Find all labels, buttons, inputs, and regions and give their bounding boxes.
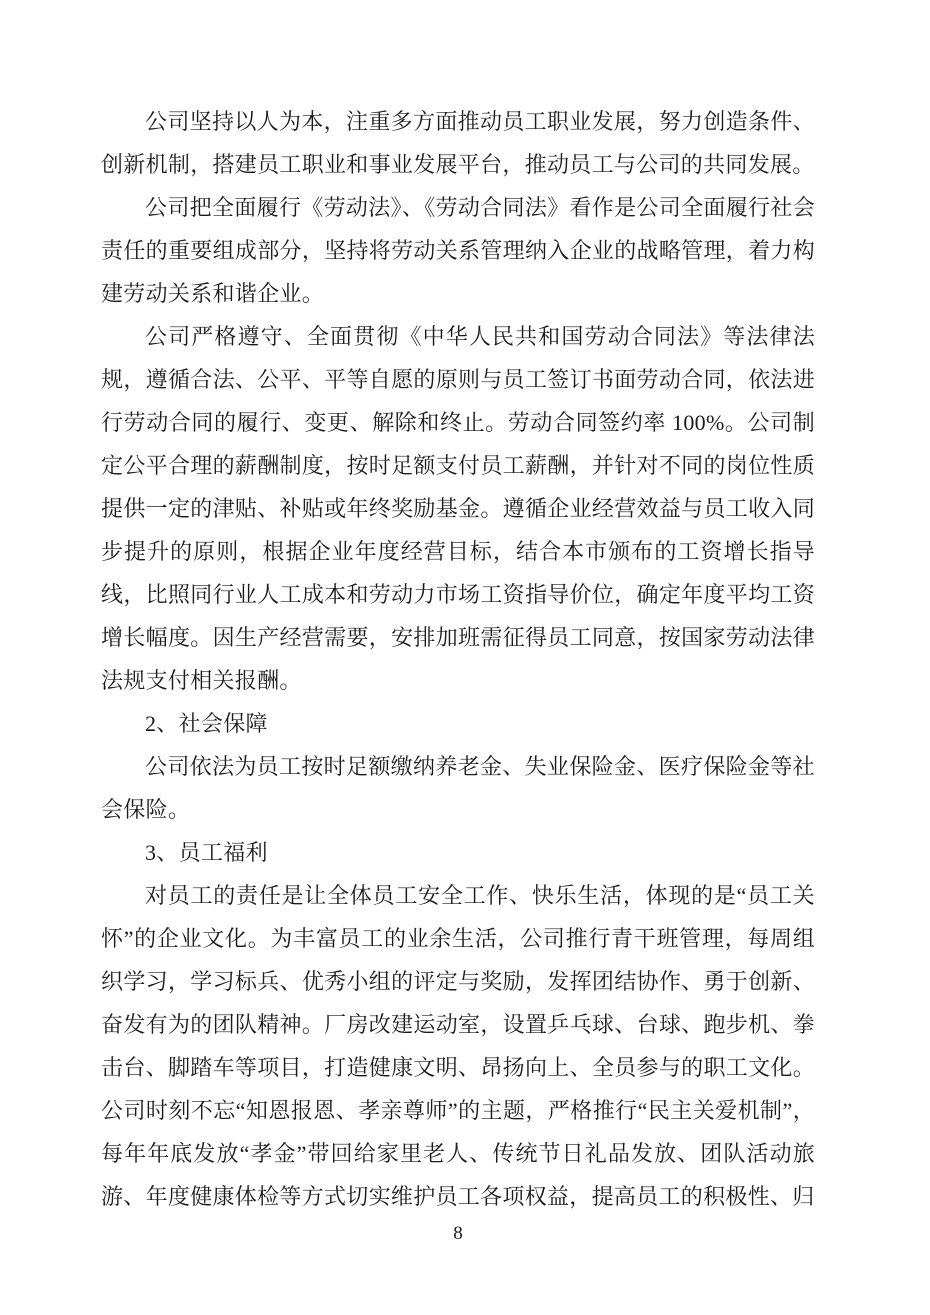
paragraph-employee-care: 对员工的责任是让全体员工安全工作、快乐生活，体现的是“员工关怀”的企业文化。为丰富员工的业余生活，公司推行青干班管理，每周组织学习，学习标兵、优秀小组的评定与奖励，发挥团结协作、勇于创新、奋发有为的团队精神。厂房改建运动室，设置乒乓球、台球、跑步机、拳击台、脚踏车等项目，打造健康文明、昂扬向上、全员参与的职工文化。公司时刻不忘“知恩报恩、孝亲尊师”的主题，严格推行“民主关爱机制”，每年年底发放“孝金”带回给家里老人、传统节日礼品发放、团队活动旅游、年度健康体检等方式切实维护员工各项权益，提高员工的积极性、归 xyxy=(101,883,815,1209)
paragraph-labor-law-responsibility: 公司把全面履行《劳动法》、《劳动合同法》看作是公司全面履行社会责任的重要组成部分，坚持将劳动关系管理纳入企业的战略管理，着力构建劳动关系和谐企业。 xyxy=(101,195,815,306)
paragraph-employee-development: 公司坚持以人为本，注重多方面推动员工职业发展，努力创造条件、创新机制，搭建员工职业和事业发展平台，推动员工与公司的共同发展。 xyxy=(101,109,815,177)
document-body xyxy=(101,100,815,1218)
paragraph-labor-contract-compensation: 公司严格遵守、全面贯彻《中华人民共和国劳动合同法》等法律法规，遵循合法、公平、平等自愿的原则与员工签订书面劳动合同，依法进行劳动合同的履行、变更、解除和终止。劳动合同签约率 100%。公司制定公平合理的薪酬制度，按时足额支付员工薪酬，并针对不同的岗位性质提供一定的津贴、补贴或年终奖励基金。遵循企业经营效益与员工收入同步提升的原则，根据企业年度经营目标，结合本市颁布的工资增长指导线，比照同行业人工成本和劳动力市场工资指导价位，确定年度平均工资增长幅度。因生产经营需要，安排加班需征得员工同意，按国家劳动法律法规支付相关报酬。 xyxy=(101,324,815,693)
heading-social-security: 2、社会保障 xyxy=(145,711,268,736)
heading-employee-welfare: 3、员工福利 xyxy=(145,840,268,865)
paragraph-social-insurance: 公司依法为员工按时足额缴纳养老金、失业保险金、医疗保险金等社会保险。 xyxy=(101,754,815,822)
page-number: 8 xyxy=(453,1223,463,1244)
